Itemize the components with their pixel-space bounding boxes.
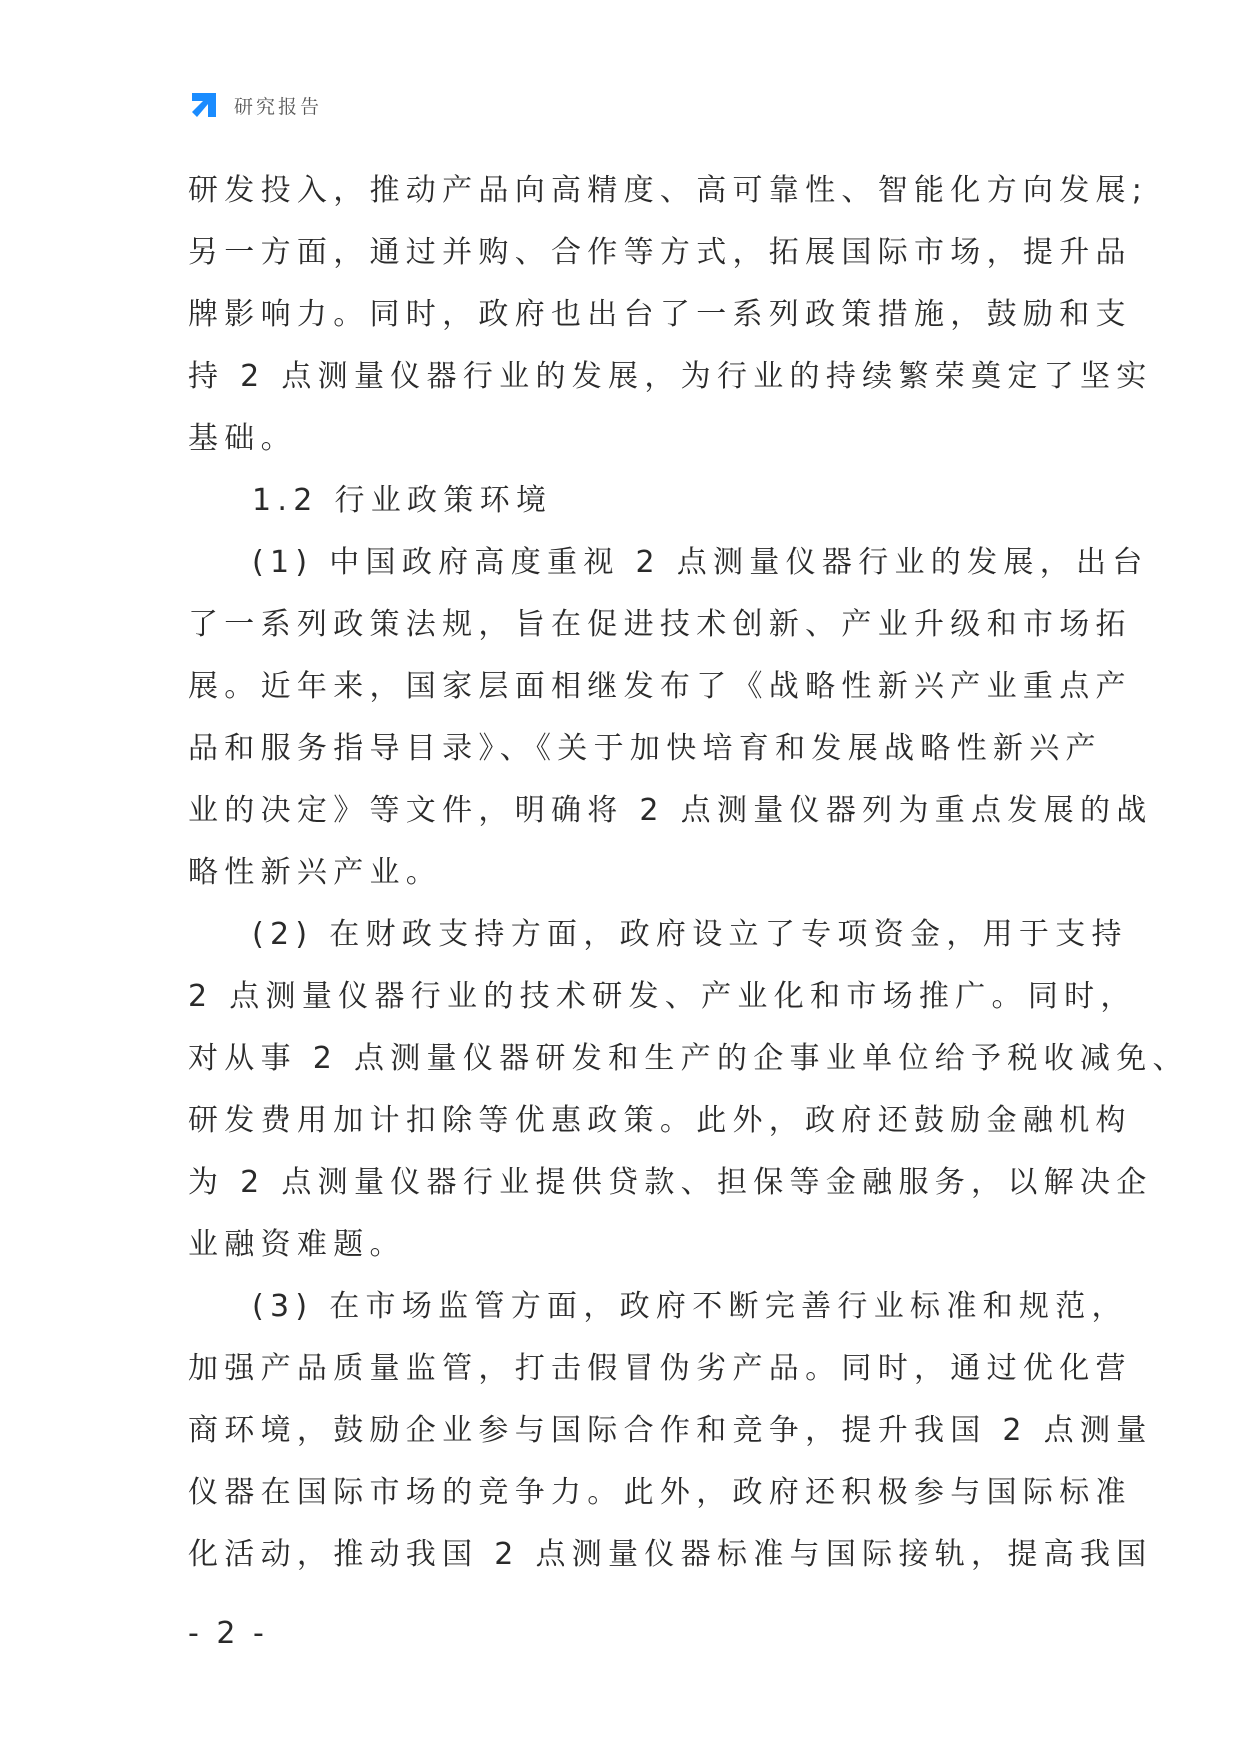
- header-title: 研究报告: [234, 95, 323, 118]
- report-header: [188, 88, 322, 122]
- arrow-logo-icon: [188, 89, 220, 121]
- body-line: 商环境，鼓励企业参与国际合作和竞争，提升我国 2 点测量: [188, 1413, 1153, 1448]
- body-line: (1) 中国政府高度重视 2 点测量仪器行业的发展，出台: [252, 545, 1149, 580]
- body-line: 略性新兴产业。: [188, 855, 443, 890]
- body-line: (3) 在市场监管方面，政府不断完善行业标准和规范，: [252, 1289, 1128, 1324]
- body-line: 基础。: [188, 421, 297, 456]
- page-number: - 2 -: [188, 1616, 268, 1651]
- body-line: 仪器在国际市场的竞争力。此外，政府还积极参与国际标准: [188, 1475, 1132, 1510]
- body-line: (2) 在财政支持方面，政府设立了专项资金，用于支持: [252, 917, 1128, 952]
- document-body: [188, 160, 1189, 1586]
- body-line: 持 2 点测量仪器行业的发展，为行业的持续繁荣奠定了坚实: [188, 359, 1153, 394]
- body-line: 了一系列政策法规，旨在促进技术创新、产业升级和市场拓: [188, 607, 1132, 642]
- body-line: 业的决定》等文件，明确将 2 点测量仪器列为重点发展的战: [188, 793, 1153, 828]
- body-line: 研发投入，推动产品向高精度、高可靠性、智能化方向发展;: [188, 173, 1149, 208]
- body-line: 为 2 点测量仪器行业提供贷款、担保等金融服务，以解决企: [188, 1165, 1153, 1200]
- body-line: 展。近年来，国家层面相继发布了《战略性新兴产业重点产: [188, 669, 1132, 704]
- body-line: 另一方面，通过并购、合作等方式，拓展国际市场，提升品: [188, 235, 1132, 270]
- body-line: 牌影响力。同时，政府也出台了一系列政策措施，鼓励和支: [188, 297, 1132, 332]
- body-line: 加强产品质量监管，打击假冒伪劣产品。同时，通过优化营: [188, 1351, 1132, 1386]
- body-line: 品和服务指导目录》、《关于加快培育和发展战略性新兴产: [188, 731, 1102, 766]
- body-line: 研发费用加计扣除等优惠政策。此外，政府还鼓励金融机构: [188, 1103, 1132, 1138]
- section-heading: 1.2 行业政策环境: [252, 483, 553, 518]
- body-line: 业融资难题。: [188, 1227, 406, 1262]
- body-line: 对从事 2 点测量仪器研发和生产的企事业单位给予税收减免、: [188, 1041, 1189, 1076]
- body-line: 化活动，推动我国 2 点测量仪器标准与国际接轨，提高我国: [188, 1537, 1153, 1572]
- body-line: 2 点测量仪器行业的技术研发、产业化和市场推广。同时，: [188, 979, 1137, 1014]
